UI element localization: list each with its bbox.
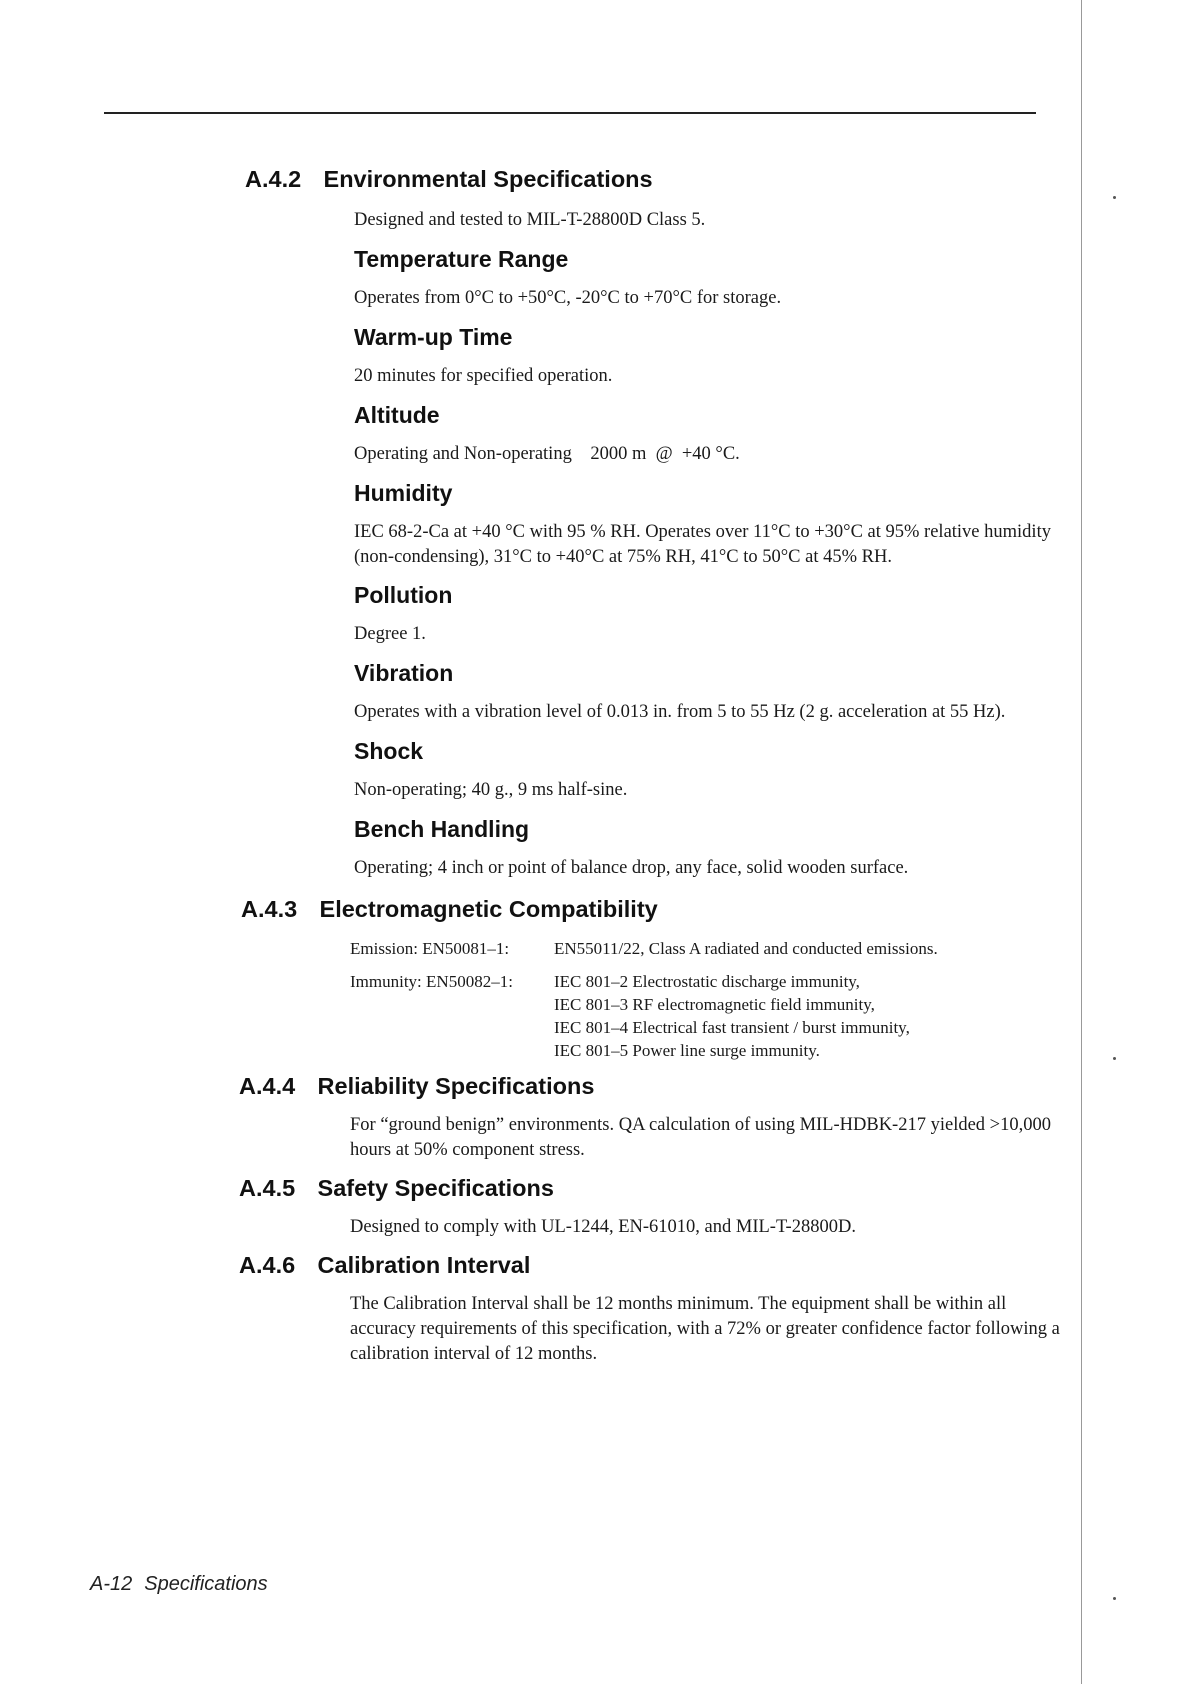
subheading-warmup: Warm-up Time <box>354 324 513 350</box>
scan-speck <box>1113 1057 1116 1060</box>
footer-label: Specifications <box>144 1573 268 1595</box>
section-number: A.4.3 <box>241 896 298 922</box>
env-intro: Designed and tested to MIL-T-28800D Class 5. <box>354 210 706 230</box>
section-title: Calibration Interval <box>317 1252 531 1278</box>
immunity-label: Immunity: EN50082–1: <box>350 972 513 991</box>
subheading-bench-handling: Bench Handling <box>354 816 530 842</box>
emission-label: Emission: EN50081–1: <box>350 939 510 958</box>
immunity-line: IEC 801–5 Power line surge immunity. <box>554 1041 820 1060</box>
immunity-line: IEC 801–2 Electrostatic discharge immunity, <box>554 972 860 991</box>
scan-speck <box>1113 196 1116 199</box>
subheading-humidity: Humidity <box>354 480 453 506</box>
section-title: Safety Specifications <box>317 1175 554 1201</box>
immunity-values <box>554 970 1054 1062</box>
section-number: A.4.5 <box>239 1175 296 1201</box>
top-rule <box>104 112 1036 114</box>
section-heading-environmental <box>245 166 653 193</box>
scan-speck <box>1113 1597 1116 1600</box>
section-heading-calibration <box>239 1252 530 1279</box>
section-number: A.4.6 <box>239 1252 296 1278</box>
page-footer <box>90 1573 268 1596</box>
warmup-text: 20 minutes for specified operation. <box>354 366 613 386</box>
subheading-pollution: Pollution <box>354 582 453 608</box>
subheading-altitude: Altitude <box>354 402 440 428</box>
calibration-text: The Calibration Interval shall be 12 months minimum. The equipment shall be within all accuracy requirements of this specification, with a 72% or greater confidence factor following a calibration interval of 12 months. <box>350 1294 1060 1364</box>
vibration-text: Operates with a vibration level of 0.013 in. from 5 to 55 Hz (2 g. acceleration at 55 Hz). <box>354 702 1006 722</box>
section-heading-safety <box>239 1175 554 1202</box>
humidity-text: IEC 68-2-Ca at +40 °C with 95 % RH. Operates over 11°C to +30°C at 95% relative humidity (non-condensing), 31°C to +40°C at 75% RH, 41°C to 50°C at 45% RH. <box>354 522 1051 567</box>
section-number: A.4.2 <box>245 166 302 192</box>
reliability-text: For “ground benign” environments. QA calculation of using MIL-HDBK-217 yielded >10,000 hours at 50% component stress. <box>350 1115 1051 1160</box>
shock-text: Non-operating; 40 g., 9 ms half-sine. <box>354 780 628 800</box>
section-title: Reliability Specifications <box>317 1073 595 1099</box>
subheading-vibration: Vibration <box>354 660 454 686</box>
bench-handling-text: Operating; 4 inch or point of balance drop, any face, solid wooden surface. <box>354 858 909 878</box>
safety-text: Designed to comply with UL-1244, EN-61010, and MIL-T-28800D. <box>350 1217 856 1237</box>
pollution-text: Degree 1. <box>354 624 426 644</box>
section-heading-reliability <box>239 1073 594 1100</box>
subheading-temperature: Temperature Range <box>354 246 569 272</box>
immunity-line: IEC 801–4 Electrical fast transient / burst immunity, <box>554 1018 910 1037</box>
emission-value: EN55011/22, Class A radiated and conducted emissions. <box>554 939 938 958</box>
section-title: Electromagnetic Compatibility <box>319 896 658 922</box>
subheading-shock: Shock <box>354 738 424 764</box>
page-edge <box>1081 0 1082 1684</box>
immunity-line: IEC 801–3 RF electromagnetic field immunity, <box>554 995 875 1014</box>
section-heading-emc <box>241 896 658 923</box>
section-number: A.4.4 <box>239 1073 296 1099</box>
temperature-text: Operates from 0°C to +50°C, -20°C to +70°C for storage. <box>354 288 782 308</box>
section-title: Environmental Specifications <box>323 166 653 192</box>
altitude-text: Operating and Non-operating 2000 m @ +40 °C. <box>354 444 740 464</box>
page-number: A-12 <box>90 1573 133 1595</box>
